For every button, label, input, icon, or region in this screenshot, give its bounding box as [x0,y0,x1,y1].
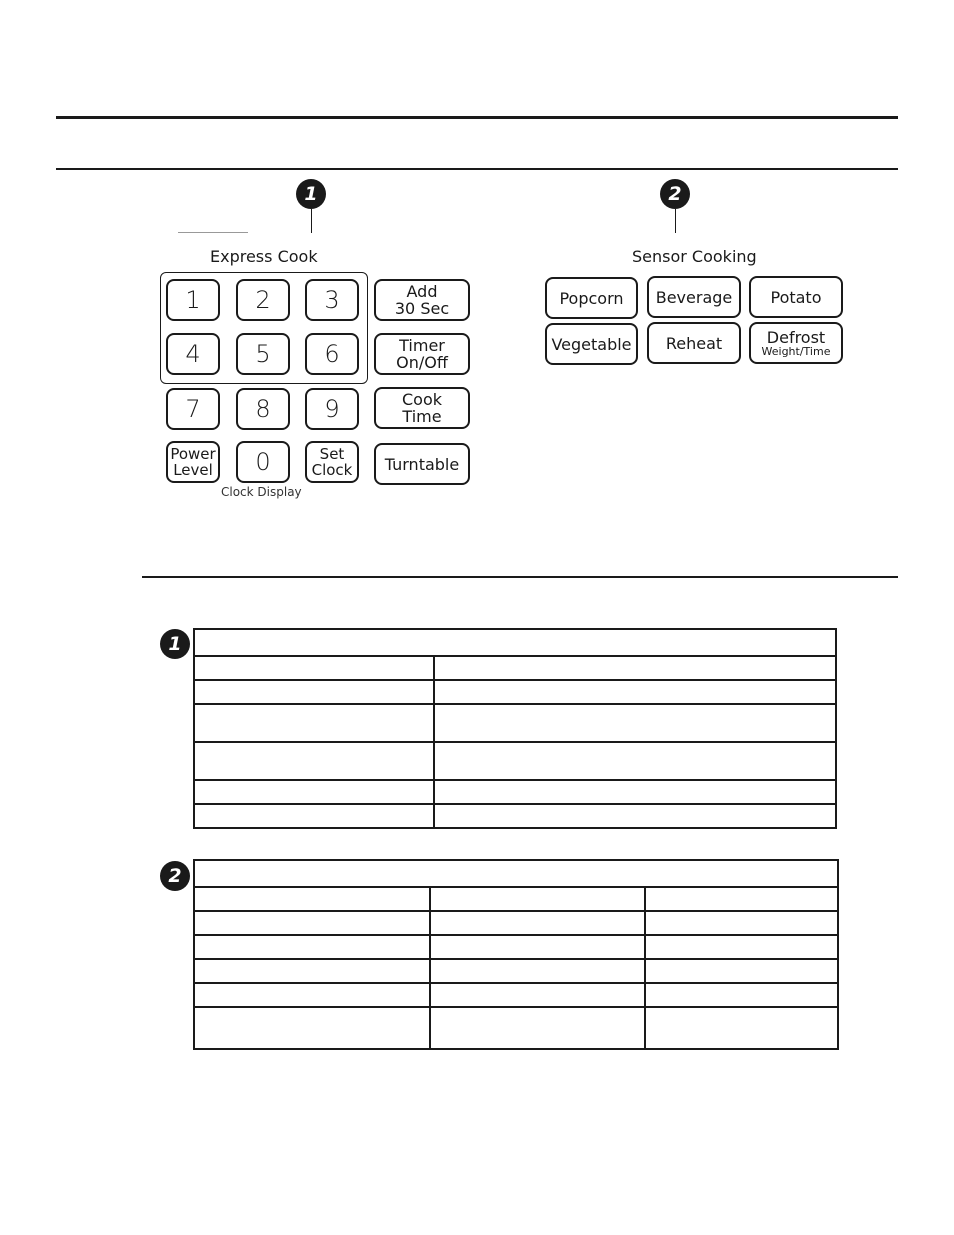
potato-button[interactable]: Potato [749,276,843,318]
table-cell [194,983,430,1007]
key-8[interactable]: 8 [236,388,290,430]
cook-time-line-1: Cook [401,390,442,409]
table-cell [194,742,434,780]
add-30-sec-line-1: Add [406,282,438,301]
table-cell [194,887,430,911]
table-cell [645,1007,838,1049]
add-30-sec-button[interactable] [374,279,470,321]
short-divider [178,232,248,233]
table-cell [194,629,836,656]
table-cell [194,804,434,828]
sensor-cooking-label: Sensor Cooking [632,247,757,266]
table-cell [434,780,836,804]
table-1-badge: 1 [160,629,190,659]
sensor-cooking-table [193,859,839,1050]
key-3[interactable]: 3 [305,279,359,321]
set-clock-line-1: Set [319,445,345,463]
timer-line-2: On/Off [396,353,448,372]
table-cell [194,680,434,704]
table-cell [434,742,836,780]
table-row [194,935,838,959]
table-cell [430,935,645,959]
table-cell [434,804,836,828]
header-rule-thin [56,168,898,170]
add-30-sec-line-2: 30 Sec [394,299,450,318]
timer-on-off-button[interactable] [374,333,470,375]
table-cell [645,983,838,1007]
table-cell [194,780,434,804]
key-5[interactable]: 5 [236,333,290,375]
defrost-sublabel: Weight/Time [761,344,831,358]
table-cell [430,983,645,1007]
key-2[interactable]: 2 [236,279,290,321]
table-cell [194,1007,430,1049]
table-cell [194,911,430,935]
turntable-button[interactable]: Turntable [374,443,470,485]
key-9[interactable]: 9 [305,388,359,430]
key-0[interactable]: 0 [236,441,290,483]
key-1[interactable]: 1 [166,279,220,321]
callout-2-badge: 2 [660,179,690,209]
table-cell [194,656,434,680]
table-row [194,704,836,742]
vegetable-button[interactable]: Vegetable [545,323,638,365]
table-cell [194,860,838,887]
table-row [194,742,836,780]
reheat-button[interactable]: Reheat [647,322,741,364]
callout-1-leader [311,209,312,233]
set-clock-line-2: Clock [311,461,353,479]
table-cell [194,935,430,959]
express-cook-label: Express Cook [210,247,318,266]
set-clock-button[interactable] [305,441,359,483]
table-row [194,656,836,680]
table-row [194,983,838,1007]
express-cook-table [193,628,837,829]
table-cell [645,911,838,935]
table-cell [430,911,645,935]
key-7[interactable]: 7 [166,388,220,430]
table-row [194,1007,838,1049]
timer-line-1: Timer [399,336,445,355]
table-cell [430,1007,645,1049]
table-row [194,860,838,887]
table-cell [430,959,645,983]
table-cell [430,887,645,911]
table-cell [434,680,836,704]
cook-time-line-2: Time [402,407,442,426]
clock-display-label: Clock Display [221,485,302,499]
table-row [194,804,836,828]
cook-time-button[interactable] [374,387,470,429]
table-cell [434,704,836,742]
defrost-button[interactable] [749,322,843,364]
table-row [194,887,838,911]
power-level-line-1: Power [170,445,216,463]
table-cell [645,935,838,959]
power-level-line-2: Level [173,461,213,479]
table-row [194,911,838,935]
table-row [194,680,836,704]
table-2-badge: 2 [160,861,190,891]
table-cell [434,656,836,680]
key-6[interactable]: 6 [305,333,359,375]
table-row [194,780,836,804]
header-rule-thick [56,116,898,119]
section-rule [142,576,898,578]
table-cell [194,959,430,983]
table-cell [645,887,838,911]
popcorn-button[interactable]: Popcorn [545,277,638,319]
key-4[interactable]: 4 [166,333,220,375]
callout-2-leader [675,209,676,233]
table-cell [194,704,434,742]
table-cell [645,959,838,983]
power-level-button[interactable] [166,441,220,483]
callout-1-badge: 1 [296,179,326,209]
defrost-label: Defrost [766,327,826,347]
table-row [194,629,836,656]
table-row [194,959,838,983]
beverage-button[interactable]: Beverage [647,276,741,318]
